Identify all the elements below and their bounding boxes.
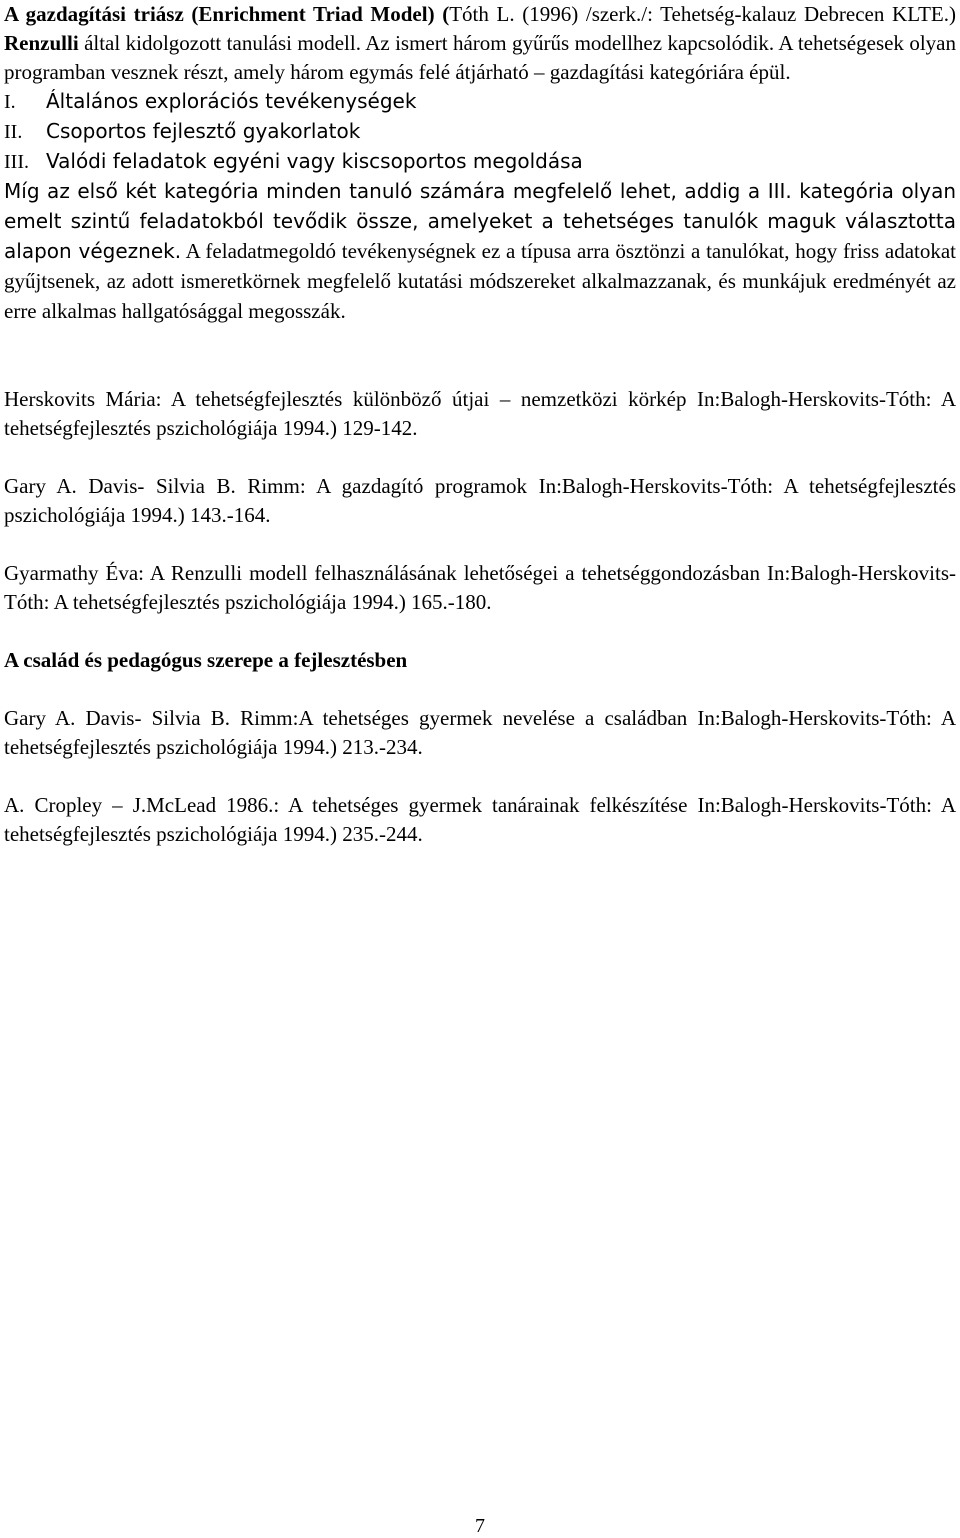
category-list (4, 87, 956, 177)
body-text-sans: Míg az első két kategória minden tanuló számára megfelelő lehet, addig a III. kategória olyan emelt szintű feladatokból tevődik össze, amelyeket a tehetséges tanulók maguk választotta alapon végeznek. (4, 179, 956, 263)
list-item-number: II. (4, 121, 23, 143)
intro-author: Renzulli (4, 31, 79, 55)
list-item (4, 117, 956, 147)
list-item (4, 87, 956, 117)
intro-text: által kidolgozott tanulási modell. Az ismert három gyűrűs modellhez kapcsolódik. A tehetségesek olyan programban vesznek részt, amely három egymás felé átjárható – gazdagítási kategóriára épül. (4, 31, 956, 84)
list-item-number: I. (4, 91, 16, 113)
list-item-text: Általános explorációs tevékenységek (46, 89, 417, 113)
reference-item: Gyarmathy Éva: A Renzulli modell felhasználásának lehetőségei a tehetséggondozásban In:Balogh-Herskovits-Tóth: A tehetségfejlesztés pszichológiája 1994.) 165.-180. (4, 561, 956, 614)
intro-title: A gazdagítási triász (Enrichment Triad Model) ( (4, 2, 450, 26)
page-number: 7 (475, 1515, 485, 1537)
intro-source: Tóth L. (1996) /szerk./: Tehetség-kalauz Debrecen KLTE.) (449, 2, 956, 26)
list-item-text: Csoportos fejlesztő gyakorlatok (46, 119, 361, 143)
reference-item: Gary A. Davis- Silvia B. Rimm: A gazdagító programok In:Balogh-Herskovits-Tóth: A tehetségfejlesztés pszichológiája 1994.) 143.-164. (4, 474, 956, 527)
body-text-serif: A feladatmegoldó tevékenységnek ez a típusa arra ösztönzi a tanulókat, hogy friss adatokat gyűjtsenek, az adott ismeretkörnek megfelelő kutatási módszereket alkalmazzanak, és munkájuk eredményét az erre alkalmas hallgatósággal megosszák. (4, 239, 957, 323)
list-item-number: III. (4, 151, 29, 173)
list-item-text: Valódi feladatok egyéni vagy kiscsoportos megoldása (46, 149, 583, 173)
section-heading: A család és pedagógus szerepe a fejlesztésben (4, 648, 408, 672)
body-paragraph (4, 177, 956, 327)
reference-item: Gary A. Davis- Silvia B. Rimm:A tehetséges gyermek nevelése a családban In:Balogh-Herskovits-Tóth: A tehetségfejlesztés pszichológiája 1994.) 213.-234. (4, 706, 956, 759)
intro-paragraph (4, 0, 956, 87)
reference-item: Herskovits Mária: A tehetségfejlesztés különböző útjai – nemzetközi körkép In:Balogh-Herskovits-Tóth: A tehetségfejlesztés pszichológiája 1994.) 129-142. (4, 387, 956, 440)
list-item (4, 147, 956, 177)
document-page (4, 0, 956, 849)
reference-item: A. Cropley – J.McLead 1986.: A tehetséges gyermek tanárainak felkészítése In:Balogh-Herskovits-Tóth: A tehetségfejlesztés pszichológiája 1994.) 235.-244. (4, 793, 956, 846)
